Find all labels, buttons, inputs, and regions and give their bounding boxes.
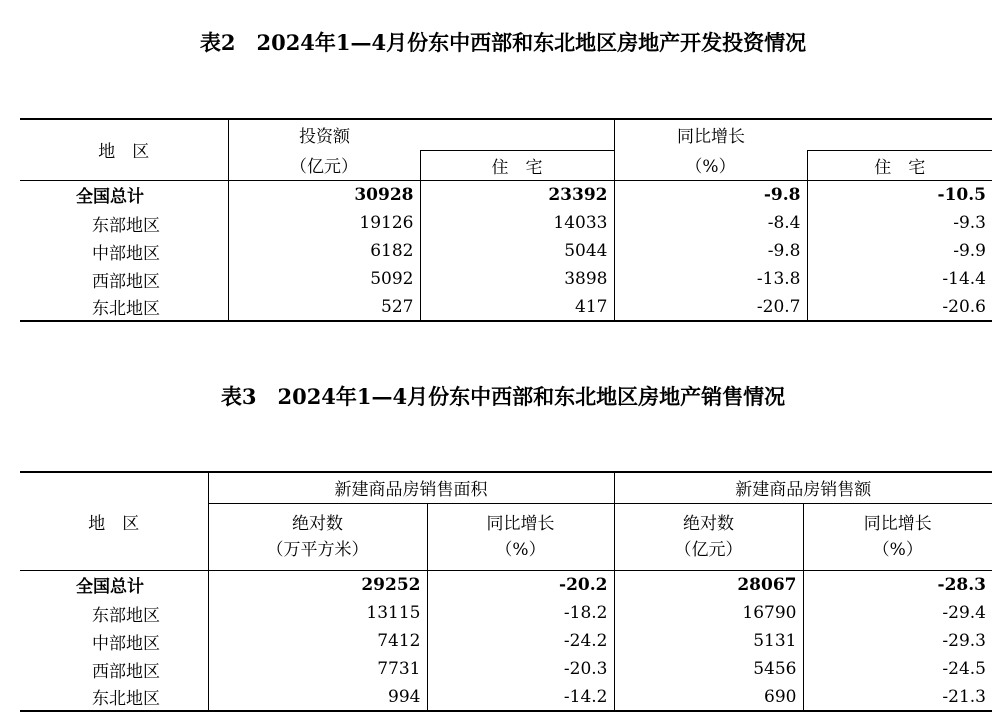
area-yoy-cell: -20.2 [427, 570, 614, 599]
table3-title: 表3 2024年1—4月份东中西部和东北地区房地产销售情况 [220, 384, 786, 409]
investment-cell: 19126 [228, 209, 420, 237]
area-yoy-cell: -18.2 [427, 599, 614, 627]
area-cell: 994 [208, 683, 427, 711]
region-cell: 中部地区 [92, 243, 160, 264]
t2-header-residential: 住 宅 [420, 150, 614, 180]
table-row [20, 599, 992, 627]
region-cell: 西部地区 [92, 661, 160, 682]
table-row [20, 655, 992, 683]
table-row [20, 209, 992, 237]
table-row [20, 570, 992, 599]
t3-header-area-yoy-unit: （%） [495, 539, 546, 560]
t3-header-region: 地 区 [20, 472, 208, 570]
t2-header-yoy-unit: （%） [614, 150, 807, 180]
area-yoy-cell: -14.2 [427, 683, 614, 711]
area-cell: 13115 [208, 599, 427, 627]
residential-cell: 3898 [420, 265, 614, 293]
table-row [20, 237, 992, 265]
investment-cell: 527 [228, 293, 420, 321]
area-yoy-cell: -20.3 [427, 655, 614, 683]
sales-yoy-cell: -21.3 [803, 683, 992, 711]
sales-cell: 5456 [614, 655, 803, 683]
t3-header-area-abs [208, 503, 427, 570]
sales-cell: 28067 [614, 570, 803, 599]
investment-cell: 6182 [228, 237, 420, 265]
t2-header-yoy: 同比增长 [677, 127, 745, 148]
t2-header-region: 地 区 [20, 119, 228, 180]
t3-header-sales-yoy-label: 同比增长 [863, 513, 932, 534]
t3-header-sales-abs [614, 503, 803, 570]
t3-header-sales-yoy [803, 503, 992, 570]
residential-cell: 417 [420, 293, 614, 321]
sales-yoy-cell: -29.3 [803, 627, 992, 655]
yoy-residential-cell: -20.6 [807, 293, 992, 321]
region-cell: 东部地区 [92, 605, 160, 626]
residential-cell: 14033 [420, 209, 614, 237]
area-cell: 7731 [208, 655, 427, 683]
region-cell: 全国总计 [76, 187, 144, 208]
table2-investment [20, 118, 992, 322]
t3-header-area-group: 新建商品房销售面积 [208, 472, 614, 503]
yoy-residential-cell: -9.9 [807, 237, 992, 265]
t3-header-sales-yoy-unit: （%） [872, 539, 923, 560]
region-cell: 东北地区 [20, 683, 208, 711]
t2-header-yoy-residential: 住 宅 [807, 150, 992, 180]
t3-header-sales-abs-unit: （亿元） [674, 539, 743, 560]
region-cell: 西部地区 [92, 271, 160, 292]
area-cell: 29252 [208, 570, 427, 599]
yoy-cell: -20.7 [614, 293, 807, 321]
t2-header-investment-unit: （亿元） [228, 150, 420, 180]
sales-cell: 690 [614, 683, 803, 711]
yoy-residential-cell: -10.5 [807, 180, 992, 209]
table2-title: 表2 2024年1—4月份东中西部和东北地区房地产开发投资情况 [199, 30, 807, 55]
residential-cell: 5044 [420, 237, 614, 265]
t3-header-area-abs-unit: （万平方米） [266, 539, 369, 560]
region-cell: 东北地区 [20, 293, 228, 321]
residential-cell: 23392 [420, 180, 614, 209]
region-cell: 中部地区 [92, 633, 160, 654]
t2-header-investment: 投资额 [299, 127, 350, 148]
yoy-residential-cell: -9.3 [807, 209, 992, 237]
region-cell: 东部地区 [92, 215, 160, 236]
table-row [20, 683, 992, 711]
t3-header-area-abs-label: 绝对数 [292, 513, 343, 534]
sales-cell: 5131 [614, 627, 803, 655]
yoy-cell: -9.8 [614, 237, 807, 265]
yoy-cell: -8.4 [614, 209, 807, 237]
table3-sales [20, 471, 992, 712]
table-row [20, 293, 992, 321]
t3-header-area-yoy-label: 同比增长 [486, 513, 555, 534]
sales-yoy-cell: -29.4 [803, 599, 992, 627]
t3-header-sales-abs-label: 绝对数 [683, 513, 734, 534]
region-cell: 全国总计 [76, 577, 144, 598]
area-yoy-cell: -24.2 [427, 627, 614, 655]
t3-header-sales-group: 新建商品房销售额 [614, 472, 992, 503]
table-row [20, 265, 992, 293]
sales-yoy-cell: -24.5 [803, 655, 992, 683]
sales-yoy-cell: -28.3 [803, 570, 992, 599]
t3-header-area-yoy [427, 503, 614, 570]
area-cell: 7412 [208, 627, 427, 655]
sales-cell: 16790 [614, 599, 803, 627]
investment-cell: 30928 [228, 180, 420, 209]
table-row [20, 627, 992, 655]
yoy-cell: -9.8 [614, 180, 807, 209]
yoy-cell: -13.8 [614, 265, 807, 293]
table-row [20, 180, 992, 209]
investment-cell: 5092 [228, 265, 420, 293]
yoy-residential-cell: -14.4 [807, 265, 992, 293]
